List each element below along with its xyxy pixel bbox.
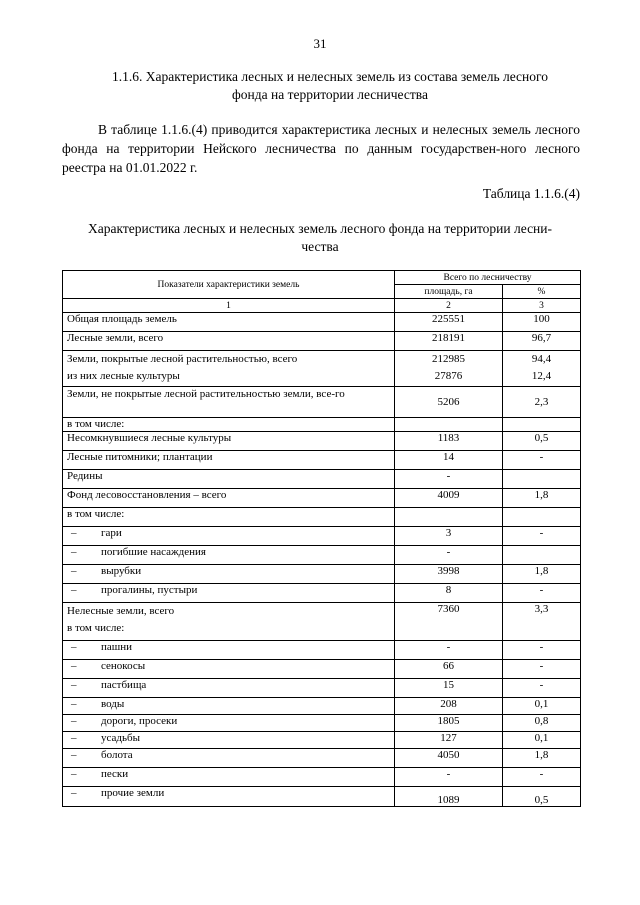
- row-dash: –: [71, 546, 77, 558]
- row-area: 4050: [395, 749, 503, 768]
- table-row: [63, 387, 581, 418]
- row-label-line-1: Нелесные земли, всего: [67, 605, 175, 617]
- row-area: -: [395, 768, 503, 787]
- row-label-line-2: в том числе:: [67, 622, 125, 634]
- section-heading-line-2: фонда на территории лесничества: [232, 87, 428, 102]
- section-heading-line-1: 1.1.6. Характеристика лесных и нелесных земель из состава земель лесного: [112, 69, 548, 84]
- table-row: [63, 603, 581, 641]
- row-label: в том числе:: [63, 508, 395, 527]
- row-label-text: гари: [101, 527, 122, 539]
- row-label: [63, 603, 395, 641]
- table-title-line-1: Характеристика лесных и нелесных земель лесного фонда на территории лесни-: [87, 221, 553, 236]
- row-label: в том числе:: [63, 418, 395, 432]
- row-area: 7360: [395, 603, 503, 641]
- table-row: [63, 679, 581, 698]
- row-label-text: пастбища: [101, 679, 147, 691]
- row-dash: –: [71, 787, 77, 799]
- row-pct: 0,1: [503, 732, 581, 749]
- row-label: Общая площадь земель: [63, 313, 395, 332]
- section-heading: [70, 68, 590, 104]
- table-row: [63, 527, 581, 546]
- row-area: 15: [395, 679, 503, 698]
- row-label: Фонд лесовосстановления – всего: [63, 489, 395, 508]
- row-pct: 1,8: [503, 749, 581, 768]
- row-label: [63, 584, 395, 603]
- row-area: -: [395, 470, 503, 489]
- row-dash: –: [71, 732, 77, 744]
- row-label: Лесные земли, всего: [63, 332, 395, 351]
- row-area: 3998: [395, 565, 503, 584]
- row-label: [63, 749, 395, 768]
- table-row: [63, 313, 581, 332]
- table-row: [63, 565, 581, 584]
- table-row: [63, 660, 581, 679]
- row-area: -: [395, 641, 503, 660]
- table-row: [63, 732, 581, 749]
- row-label-text: прогалины, пустыри: [101, 584, 198, 596]
- header-indicator: Показатели характеристики земель: [63, 271, 395, 299]
- row-pct: -: [503, 768, 581, 787]
- header-col-number-2: 2: [395, 299, 503, 313]
- row-pct: -: [503, 660, 581, 679]
- row-pct: 0,5: [503, 787, 581, 807]
- row-label: [63, 660, 395, 679]
- row-pct: [503, 351, 581, 387]
- row-label: [63, 732, 395, 749]
- row-pct: 1,8: [503, 565, 581, 584]
- row-pct: -: [503, 584, 581, 603]
- row-area: 8: [395, 584, 503, 603]
- table-row: [63, 351, 581, 387]
- table-row: [63, 749, 581, 768]
- header-total: Всего по лесничеству: [395, 271, 581, 285]
- row-label-text: вырубки: [101, 565, 142, 577]
- row-dash: –: [71, 660, 77, 672]
- row-dash: –: [71, 749, 77, 761]
- row-pct: 2,3: [503, 387, 581, 418]
- table-label: Таблица 1.1.6.(4): [482, 186, 580, 201]
- row-pct: 3,3: [503, 603, 581, 641]
- row-label-text: прочие земли: [101, 787, 165, 799]
- row-label: [63, 641, 395, 660]
- header-col-number-3: 3: [503, 299, 581, 313]
- table-row: [63, 418, 581, 432]
- row-label: [63, 565, 395, 584]
- header-area: площадь, га: [395, 285, 503, 299]
- row-label-text: усадьбы: [101, 732, 140, 744]
- row-pct: -: [503, 641, 581, 660]
- header-col-number-1: 1: [63, 299, 395, 313]
- table-row: [63, 546, 581, 565]
- row-area: 4009: [395, 489, 503, 508]
- row-area: 127: [395, 732, 503, 749]
- row-area: [395, 351, 503, 387]
- row-area: 1805: [395, 715, 503, 732]
- row-label-text: пашни: [101, 641, 133, 653]
- table-row: [63, 508, 581, 527]
- table-row: [63, 768, 581, 787]
- row-area: 208: [395, 698, 503, 715]
- row-pct-line-2: 12,4: [531, 370, 552, 382]
- row-area: 1089: [395, 787, 503, 807]
- table-title-line-2: чества: [301, 239, 339, 254]
- row-area: 218191: [395, 332, 503, 351]
- header-pct: %: [503, 285, 581, 299]
- row-area-line-1: 212985: [432, 353, 465, 365]
- row-label-text: болота: [101, 749, 133, 761]
- intro-paragraph: В таблице 1.1.6.(4) приводится характеристика лесных и нелесных земель лесного фонда на территории Нейского лесничества по данным государствен-ного лесного реестра на 01.01.2022 г.: [62, 122, 580, 175]
- row-area: 5206: [395, 387, 503, 418]
- row-label: Земли, не покрытые лесной растительностью земли, все-го: [63, 387, 395, 418]
- row-label-line-2: из них лесные культуры: [67, 370, 180, 382]
- row-area: -: [395, 546, 503, 565]
- row-label-text: пески: [101, 768, 129, 780]
- row-pct: 96,7: [503, 332, 581, 351]
- row-pct: -: [503, 451, 581, 470]
- row-pct: 0,8: [503, 715, 581, 732]
- row-label-text: сенокосы: [101, 660, 146, 672]
- row-label: [63, 546, 395, 565]
- row-pct: -: [503, 527, 581, 546]
- row-dash: –: [71, 527, 77, 539]
- row-label: [63, 787, 395, 807]
- row-label-text: дороги, просеки: [101, 715, 178, 727]
- table-row: [63, 470, 581, 489]
- table-row: [63, 641, 581, 660]
- row-label-text: погибшие насаждения: [101, 546, 206, 558]
- table-row: [63, 451, 581, 470]
- table-row: [63, 584, 581, 603]
- page-number: 31: [313, 36, 327, 51]
- row-area: 14: [395, 451, 503, 470]
- row-label: [63, 715, 395, 732]
- row-area: 66: [395, 660, 503, 679]
- row-label: [63, 768, 395, 787]
- row-pct: 1,8: [503, 489, 581, 508]
- row-dash: –: [71, 698, 77, 710]
- row-label-line-1: Земли, покрытые лесной растительностью, всего: [67, 353, 298, 365]
- row-label: Лесные питомники; плантации: [63, 451, 395, 470]
- table-row: [63, 332, 581, 351]
- row-area: 1183: [395, 432, 503, 451]
- row-area: 3: [395, 527, 503, 546]
- row-area-line-2: 27876: [434, 370, 463, 382]
- row-pct: 0,5: [503, 432, 581, 451]
- table-row: [63, 698, 581, 715]
- row-pct: 100: [503, 313, 581, 332]
- land-characteristics-table: [62, 270, 581, 807]
- table-row: [63, 715, 581, 732]
- row-pct: -: [503, 679, 581, 698]
- row-label: [63, 679, 395, 698]
- row-dash: –: [71, 768, 77, 780]
- row-pct-line-1: 94,4: [531, 353, 552, 365]
- row-dash: –: [71, 641, 77, 653]
- row-label: Редины: [63, 470, 395, 489]
- row-label: [63, 527, 395, 546]
- table-title: [55, 220, 585, 256]
- row-dash: –: [71, 584, 77, 596]
- row-label: Несомкнувшиеся лесные культуры: [63, 432, 395, 451]
- row-dash: –: [71, 565, 77, 577]
- row-pct: 0,1: [503, 698, 581, 715]
- row-label: [63, 351, 395, 387]
- table-row: [63, 489, 581, 508]
- row-label: [63, 698, 395, 715]
- row-dash: –: [71, 715, 77, 727]
- row-label-text: воды: [101, 698, 125, 710]
- row-area: 225551: [395, 313, 503, 332]
- table-row: [63, 432, 581, 451]
- row-dash: –: [71, 679, 77, 691]
- table-row: [63, 787, 581, 807]
